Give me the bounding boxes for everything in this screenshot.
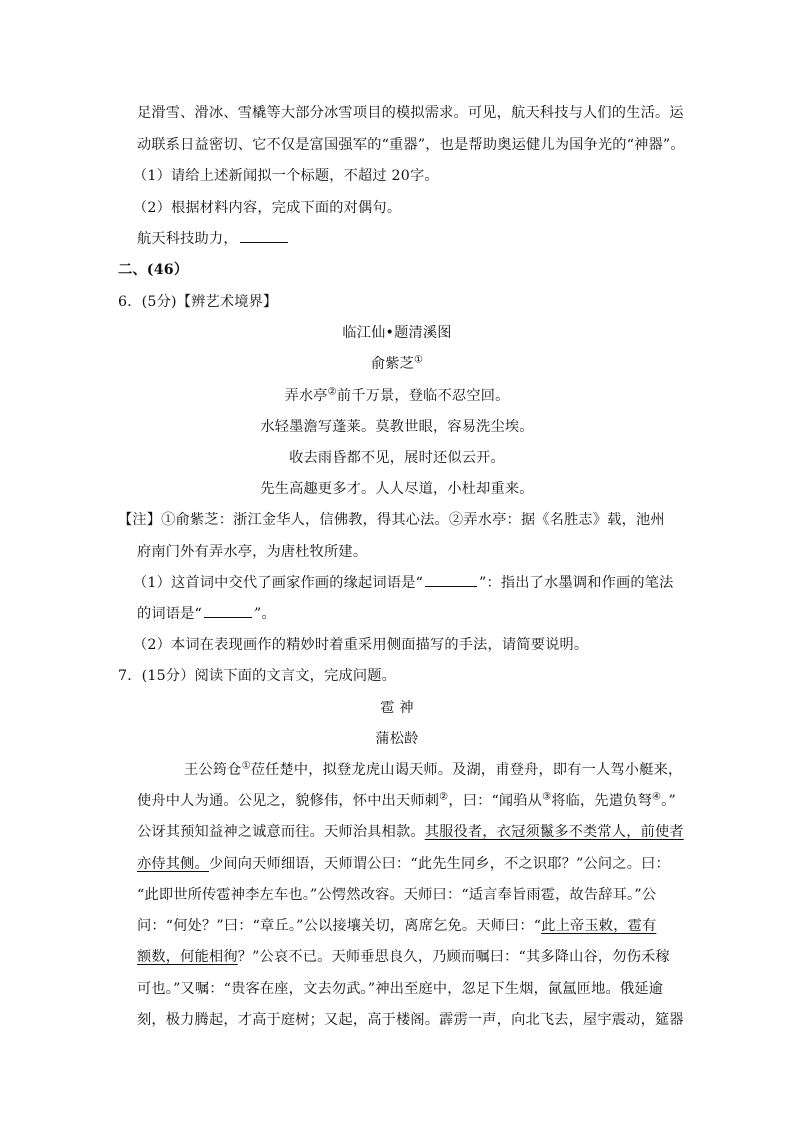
sub1-text-b: ”：指出了水墨调和作画的笔法 <box>479 575 674 591</box>
essay-text: 问：“何处？”曰：“章丘。”公以接壤关切，离席乞免。天师曰：“ <box>137 918 542 934</box>
footnote-mark: ① <box>241 760 251 772</box>
footnote-mark: ② <box>439 791 449 803</box>
sub1-text-d: ”。 <box>254 606 276 622</box>
passage-line: 足滑雪、滑冰、雪橇等大部分冰雪项目的模拟需求。可见，航天科技与人们的生活。运 <box>137 105 684 121</box>
q6-subquestion-1-cont <box>137 604 276 624</box>
underlined-sentence: 额数，何能相徇 <box>137 949 238 965</box>
couplet-prefix: 航天科技助力， <box>137 231 238 247</box>
section-heading: 二、(46） <box>118 262 189 278</box>
poem-line-3: 收去雨昏都不见，展时还似云开。 <box>289 450 505 466</box>
poem-line-4: 先生高趣更多才。人人尽道，小杜却重来。 <box>260 481 534 497</box>
passage-line: 动联系日益密切、它不仅是富国强军的“重器”，也是帮助奥运健儿为国争光的“神器”。 <box>137 137 685 153</box>
q6-subquestion-2: （2）本词在表现画作的精妙时着重采用侧面描写的手法，请简要说明。 <box>133 637 589 653</box>
essay-text: 公讶其预知益神之诚意而往。天师治具相款。 <box>137 824 425 840</box>
essay-author: 蒲松龄 <box>375 731 419 747</box>
underlined-sentence: 此上帝玉敕，雹有 <box>541 918 657 934</box>
q6-heading: 6．(5分)【辨艺术境界】 <box>118 294 278 310</box>
poem-line-2: 水轻墨澹写蓬莱。莫教世眼，容易洗尘埃。 <box>260 419 534 435</box>
essay-text: 少间向天师细语，天师谓公曰：“此先生同乡，不之识耶？”公问之。曰： <box>208 856 670 872</box>
answer-blank[interactable] <box>425 574 477 587</box>
essay-line-1 <box>184 760 682 780</box>
essay-line-4 <box>137 854 670 874</box>
poem-line-1-b: 前千万景，登临不忍空回。 <box>336 388 510 404</box>
essay-line-6 <box>137 916 656 936</box>
essay-text: 王公筠仓 <box>184 762 242 778</box>
essay-line-3 <box>137 822 684 842</box>
essay-line-2 <box>137 791 676 811</box>
essay-line-8: 可也。”又嘱：“贵客在座，文去勿武。”神出至庭中，忽足下生烟，氤氲匝地。俄延逾 <box>137 981 664 997</box>
sub1-text-a: （1）这首词中交代了画家作画的缘起词语是“ <box>133 575 424 591</box>
essay-title: 雹 神 <box>380 700 414 716</box>
essay-line-9: 刻，极力腾起，才高于庭树；又起，高于楼阁。霹雳一声，向北飞去，屋宇震动，筵器 <box>137 1012 684 1028</box>
q5-subquestion-1: （1）请给上述新闻拟一个标题，不超过 20字。 <box>133 168 439 184</box>
poem-author <box>0 354 794 374</box>
essay-text: 将临，先遣负弩 <box>551 793 652 809</box>
q6-subquestion-1 <box>133 573 674 593</box>
answer-blank[interactable] <box>204 605 252 618</box>
answer-blank[interactable] <box>240 230 288 243</box>
underlined-sentence: 亦侍其侧。 <box>137 856 209 872</box>
q7-heading: 7．(15分）阅读下面的文言文，完成问题。 <box>118 668 397 684</box>
poem-note-line-1: 【注】①俞紫芝：浙江金华人，信佛教，得其心法。②弄水亭：据《名胜志》载，池州 <box>118 512 665 528</box>
essay-line-5: “此即世所传雹神李左车也。”公愕然改容。天师曰：“适言奉旨雨雹，故告辞耳。”公 <box>137 887 657 903</box>
underlined-sentence: 其服役者，衣冠须鬣多不类常人，前使者 <box>424 824 684 840</box>
q5-couplet-line <box>137 229 290 249</box>
poem-note-line-2: 府南门外有弄水亭，为唐杜牧所建。 <box>137 544 368 560</box>
author-name: 俞紫芝 <box>370 356 414 372</box>
footnote-mark: ① <box>414 354 424 366</box>
poem-line-1-a: 弄水亭 <box>284 388 328 404</box>
footnote-mark: ④ <box>651 791 662 803</box>
poem-line-1 <box>0 386 794 406</box>
essay-text: 莅任楚中，拟登龙虎山谒天师。及湖，甫登舟，即有一人驾小艇来， <box>250 762 683 778</box>
footnote-mark: ③ <box>542 791 552 803</box>
essay-text: ？”公哀不已。天师垂思良久，乃顾而嘱曰：“其多降山谷，勿伤禾稼 <box>237 949 670 965</box>
q5-subquestion-2: （2）根据材料内容，完成下面的对偶句。 <box>133 200 402 216</box>
essay-line-7 <box>137 947 670 967</box>
essay-text: 使舟中人为通。公见之，貌修伟，怀中出天师刺 <box>137 793 440 809</box>
essay-text: 。” <box>661 793 676 809</box>
footnote-mark: ② <box>327 386 337 398</box>
sub1-text-c: 的词语是“ <box>137 606 203 622</box>
essay-text: ，曰：“闻驺从 <box>448 793 543 809</box>
poem-title: 临江仙•题清溪图 <box>342 325 452 341</box>
